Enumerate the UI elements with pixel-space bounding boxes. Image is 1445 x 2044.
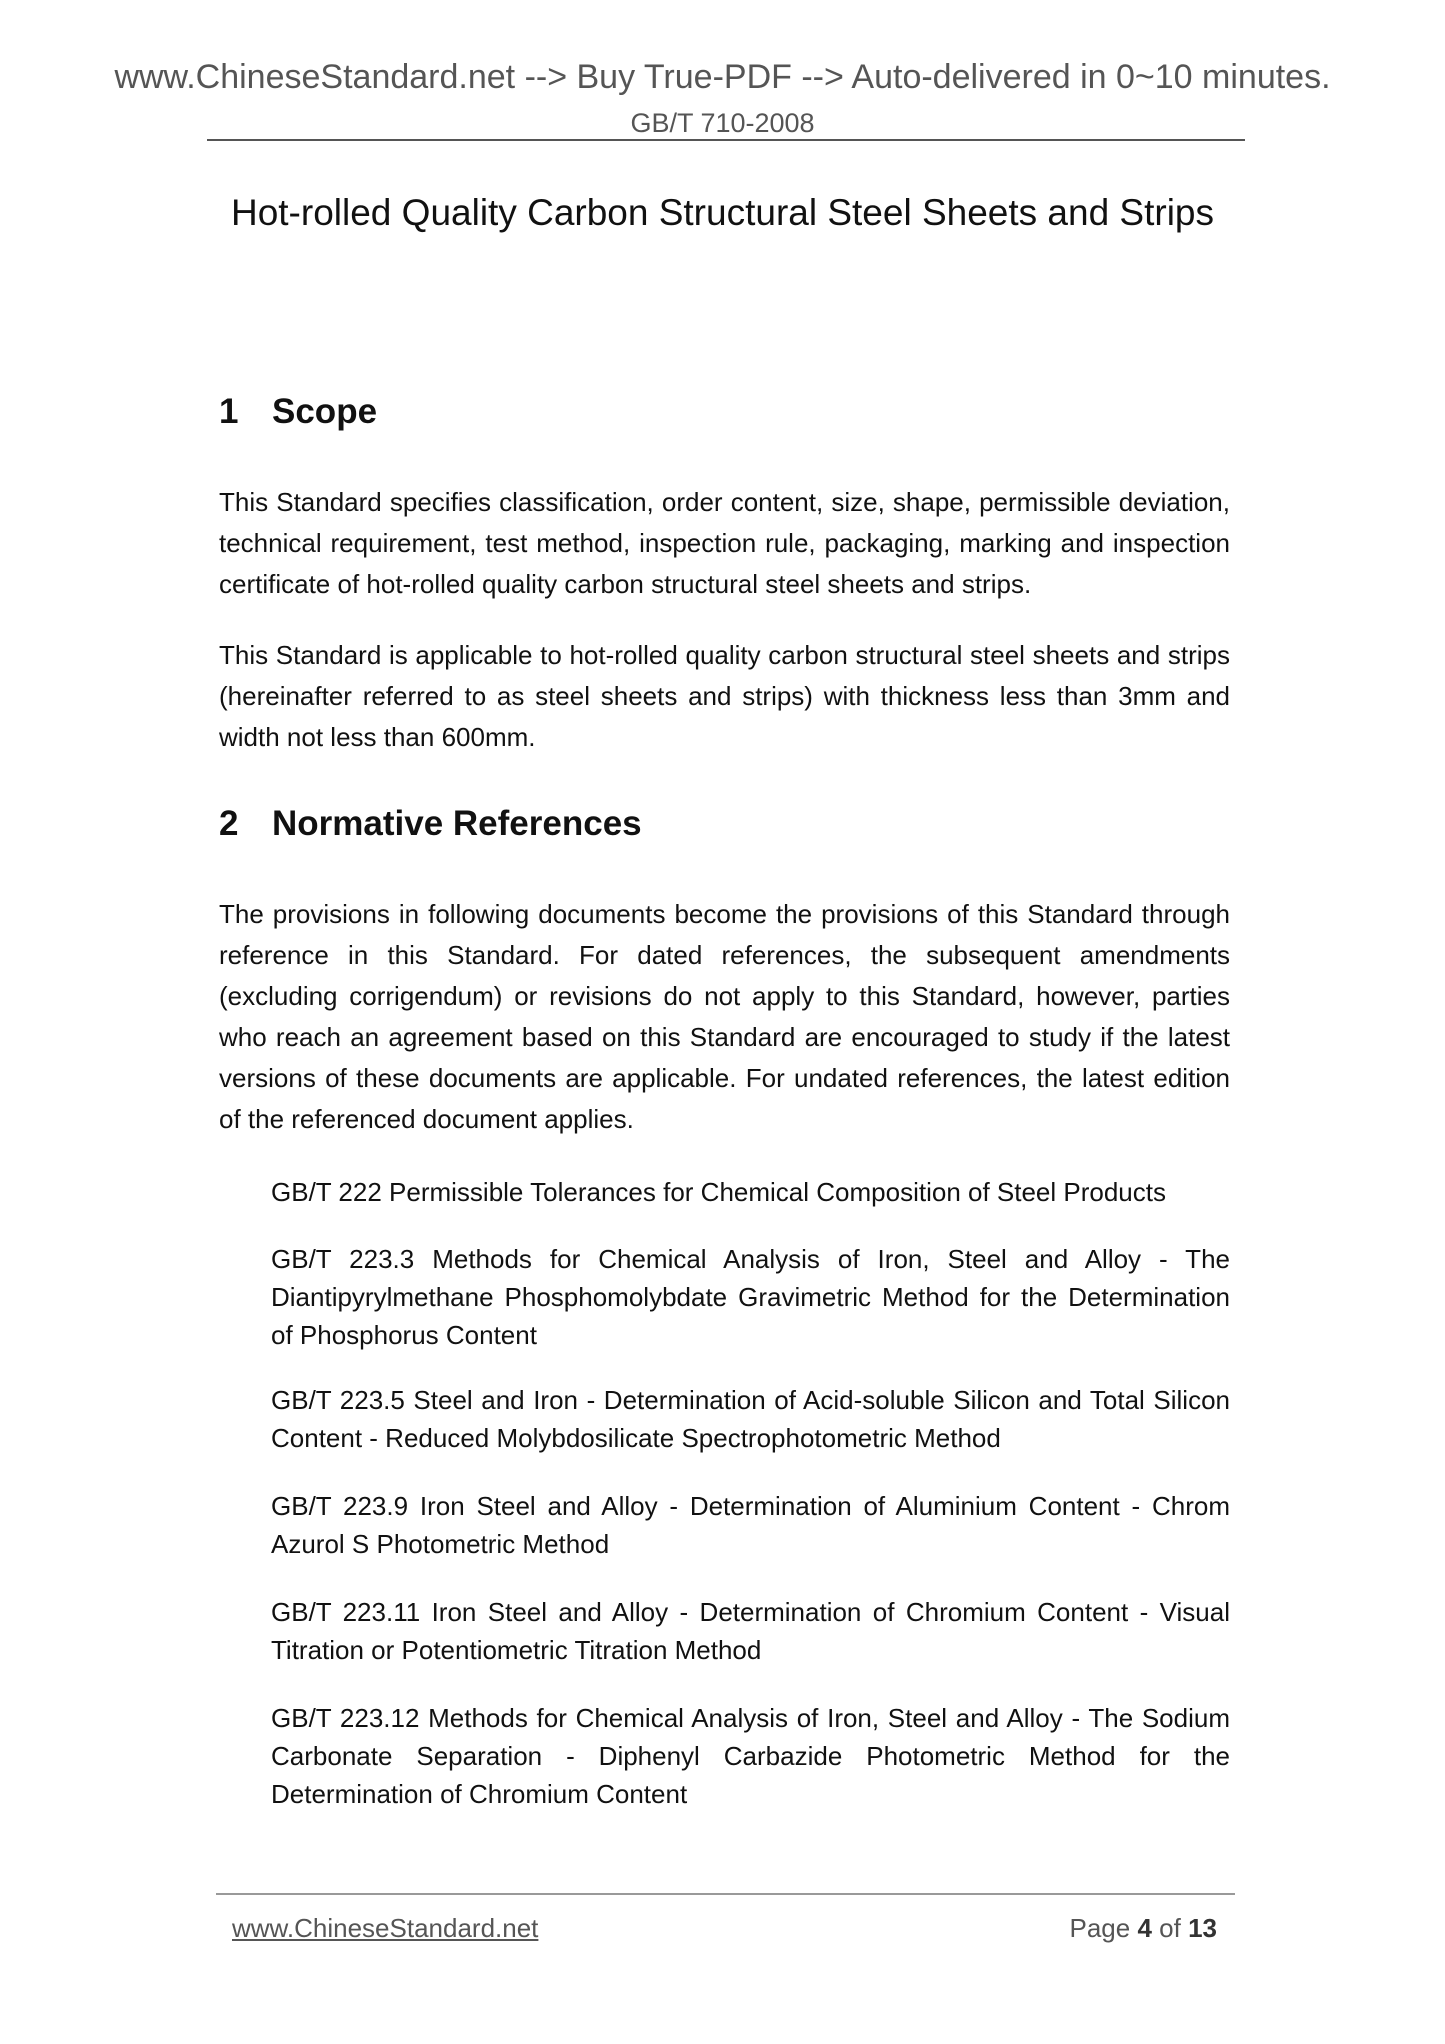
- total-pages-number: 13: [1188, 1913, 1217, 1943]
- footer-divider: [216, 1893, 1235, 1895]
- reference-item: GB/T 223.9 Iron Steel and Alloy - Determination of Aluminium Content - Chrom Azurol S Photometric Method: [271, 1491, 1230, 1559]
- section-number: 1: [219, 392, 239, 431]
- page-indicator: [1069, 1913, 1217, 1944]
- reference-item: GB/T 223.3 Methods for Chemical Analysis of Iron, Steel and Alloy - The Diantipyrylmethane Phosphomolybdate Gravimetric Method for the Determination of Phosphorus Content: [271, 1244, 1230, 1350]
- top-banner: www.ChineseStandard.net --> Buy True-PDF --> Auto-delivered in 0~10 minutes.: [114, 58, 1331, 96]
- header-divider: [207, 139, 1245, 141]
- section-heading-scope: [219, 392, 377, 432]
- normative-references-paragraph: The provisions in following documents become the provisions of this Standard through reference in this Standard. For dated references, the subsequent amendments (excluding corrigendum) or revisions do not apply to this Standard, however, parties who reach an agreement based on this Standard are encouraged to study if the latest versions of these documents are applicable. For undated references, the latest edition of the referenced document applies.: [219, 899, 1230, 1134]
- section-heading-normative-references: [219, 804, 642, 844]
- section-title: Scope: [272, 392, 378, 431]
- reference-item: GB/T 223.12 Methods for Chemical Analysis of Iron, Steel and Alloy - The Sodium Carbonate Separation - Diphenyl Carbazide Photometric Method for the Determination of Chromium Content: [271, 1703, 1230, 1809]
- section-title: Normative References: [272, 804, 642, 843]
- footer-site-link[interactable]: www.ChineseStandard.net: [232, 1913, 539, 1943]
- reference-item: GB/T 222 Permissible Tolerances for Chemical Composition of Steel Products: [271, 1177, 1166, 1207]
- current-page-number: 4: [1137, 1913, 1152, 1943]
- reference-item: GB/T 223.5 Steel and Iron - Determination of Acid-soluble Silicon and Total Silicon Content - Reduced Molybdosilicate Spectrophotometric Method: [271, 1385, 1230, 1453]
- document-title: Hot-rolled Quality Carbon Structural Steel Sheets and Strips: [230, 192, 1215, 233]
- page-of-label: of: [1159, 1913, 1181, 1943]
- page-label: Page: [1069, 1913, 1131, 1943]
- scope-applicability-paragraph: This Standard is applicable to hot-rolled quality carbon structural steel sheets and strips (hereinafter referred to as steel sheets and strips) with thickness less than 3mm and width not less than 600mm.: [219, 640, 1230, 752]
- section-number: 2: [219, 804, 239, 843]
- scope-paragraph: This Standard specifies classification, order content, size, shape, permissible deviation, technical requirement, test method, inspection rule, packaging, marking and inspection certificate of hot-rolled quality carbon structural steel sheets and strips.: [219, 487, 1230, 599]
- standard-code: GB/T 710-2008: [630, 108, 815, 138]
- reference-item: GB/T 223.11 Iron Steel and Alloy - Determination of Chromium Content - Visual Titration or Potentiometric Titration Method: [271, 1597, 1230, 1665]
